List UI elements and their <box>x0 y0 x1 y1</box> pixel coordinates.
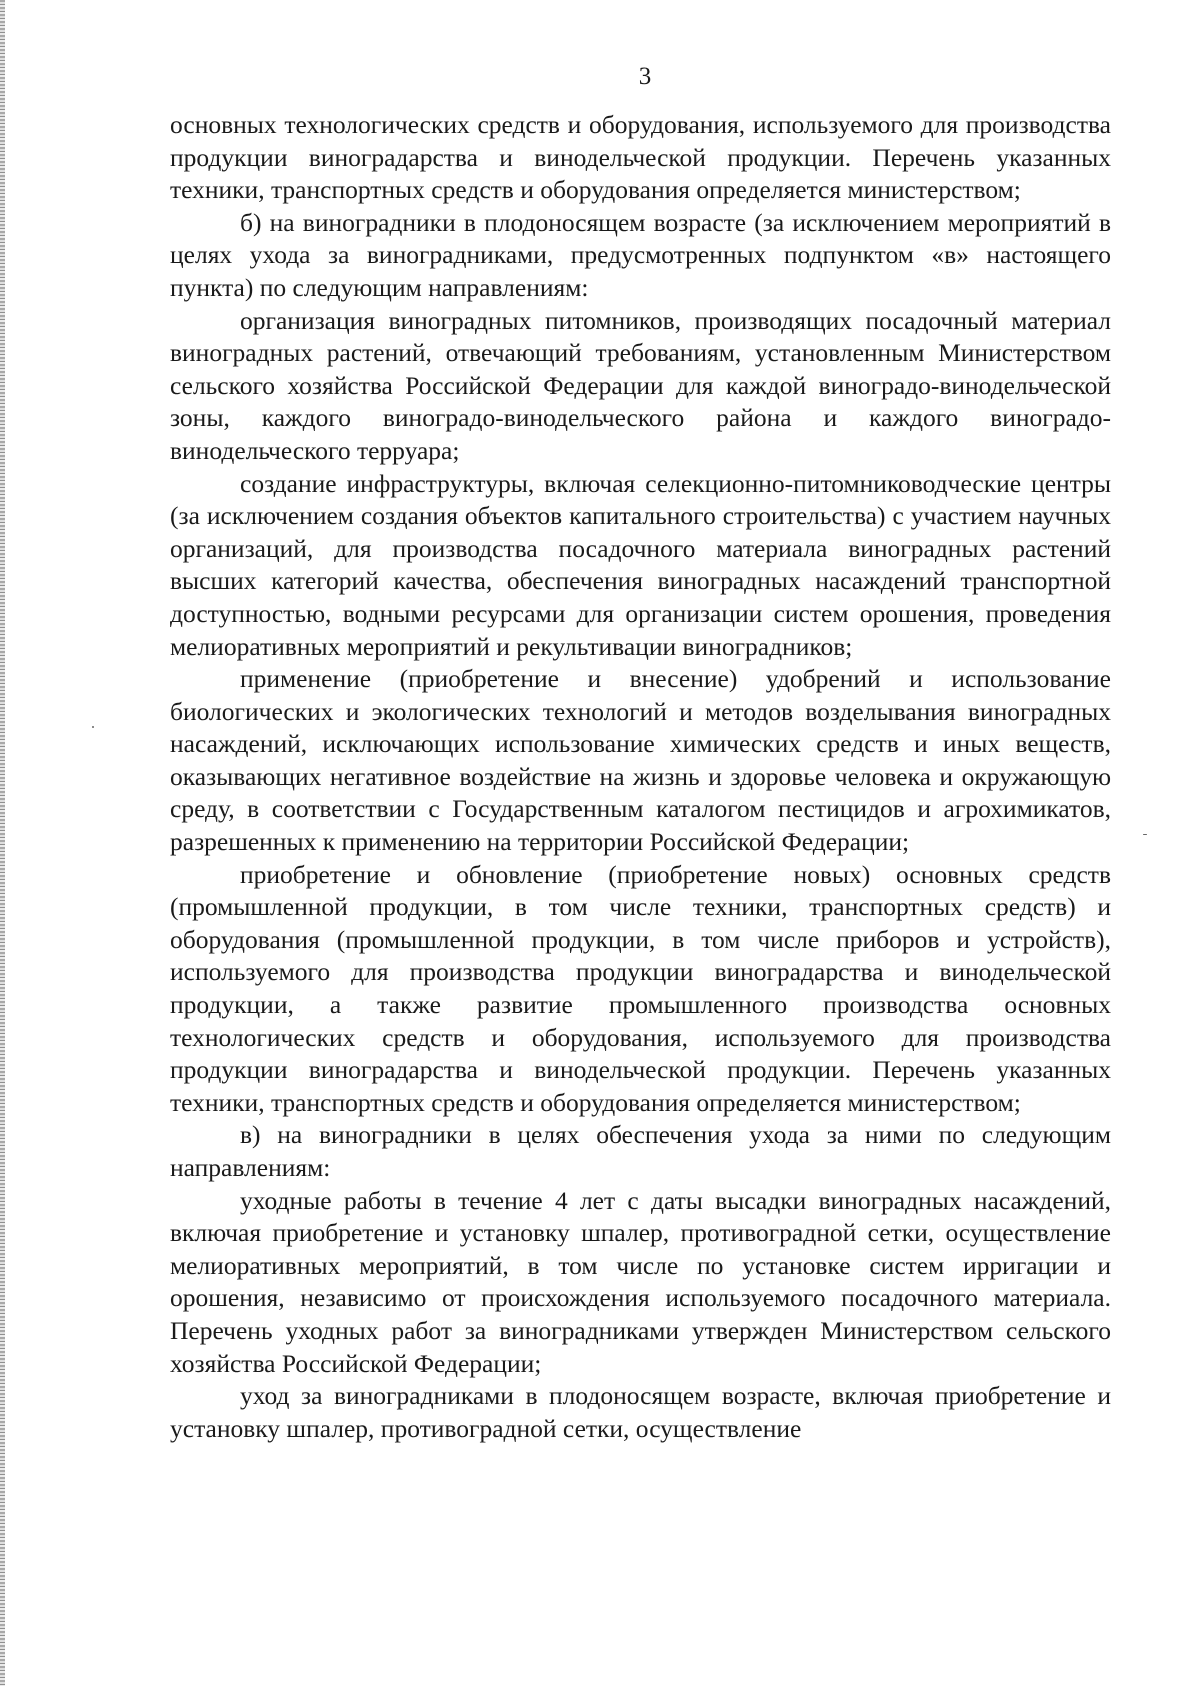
document-body <box>170 109 1111 1445</box>
paragraph-continuation: основных технологических средств и оборудования, используемого для производства продукции виноградарства и винодельческой продукции. Перечень указанных техники, транспортных средств и оборудования определяется министерством; <box>170 110 1111 205</box>
scan-speck <box>1143 834 1147 835</box>
paragraph-item-v: в) на виноградники в целях обеспечения ухода за ними по следующим направлениям: <box>170 1120 1111 1182</box>
scan-edge <box>0 0 5 1686</box>
page-number: 3 <box>638 63 652 90</box>
paragraph-maintenance-works: уходные работы в течение 4 лет с даты высадки виноградных насаждений, включая приобретение и установку шпалер, противоградной сетки, осуществление мелиоративных мероприятий, в том числе по установке систем ирригации и орошения, независимо от происхождения используемого посадочного материала. Перечень уходных работ за виноградниками утвержден Министерством сельского хозяйства Российской Федерации; <box>170 1185 1111 1378</box>
scan-speck <box>92 726 94 728</box>
paragraph-fruiting-care: уход за виноградниками в плодоносящем возрасте, включая приобретение и установку шпалер, противоградной сетки, осуществление <box>170 1381 1111 1443</box>
paragraph-fixed-assets: приобретение и обновление (приобретение новых) основных средств (промышленной продукции, в том числе техники, транспортных средств) и оборудования (промышленной продукции, в том числе приборов и устройств), используемого для производства продукции виноградарства и винодельческой продукции, а также развитие промышленного производства основных технологических средств и оборудования, используемого для производства продукции виноградарства и винодельческой продукции. Перечень указанных техники, транспортных средств и оборудования определяется министерством; <box>170 859 1111 1117</box>
paragraph-item-b: б) на виноградники в плодоносящем возрасте (за исключением мероприятий в целях ухода за виноградниками, предусмотренных подпунктом «в» настоящего пункта) по следующим направлениям: <box>170 207 1111 302</box>
paragraph-nurseries: организация виноградных питомников, производящих посадочный материал виноградных растений, отвечающий требованиям, установленным Министерством сельского хозяйства Российской Федерации для каждой виноградо-винодельческой зоны, каждого виноградо-винодельческого района и каждого виноградо-винодельческого терруара; <box>170 305 1111 465</box>
paragraph-fertilizers: применение (приобретение и внесение) удобрений и использование биологических и экологических технологий и методов возделывания виноградных насаждений, исключающих использование химических средств и иных веществ, оказывающих негативное воздействие на жизнь и здоровье человека и окружающую среду, в соответствии с Государственным каталогом пестицидов и агрохимикатов, разрешенных к применению на территории Российской Федерации; <box>170 664 1111 857</box>
paragraph-infrastructure: создание инфраструктуры, включая селекционно-питомниководческие центры (за исключением создания объектов капитального строительства) с участием научных организаций, для производства посадочного материала виноградных растений высших категорий качества, обеспечения виноградных насаждений транспортной доступностью, водными ресурсами для организации систем орошения, проведения мелиоративных мероприятий и рекультивации виноградников; <box>170 468 1111 661</box>
